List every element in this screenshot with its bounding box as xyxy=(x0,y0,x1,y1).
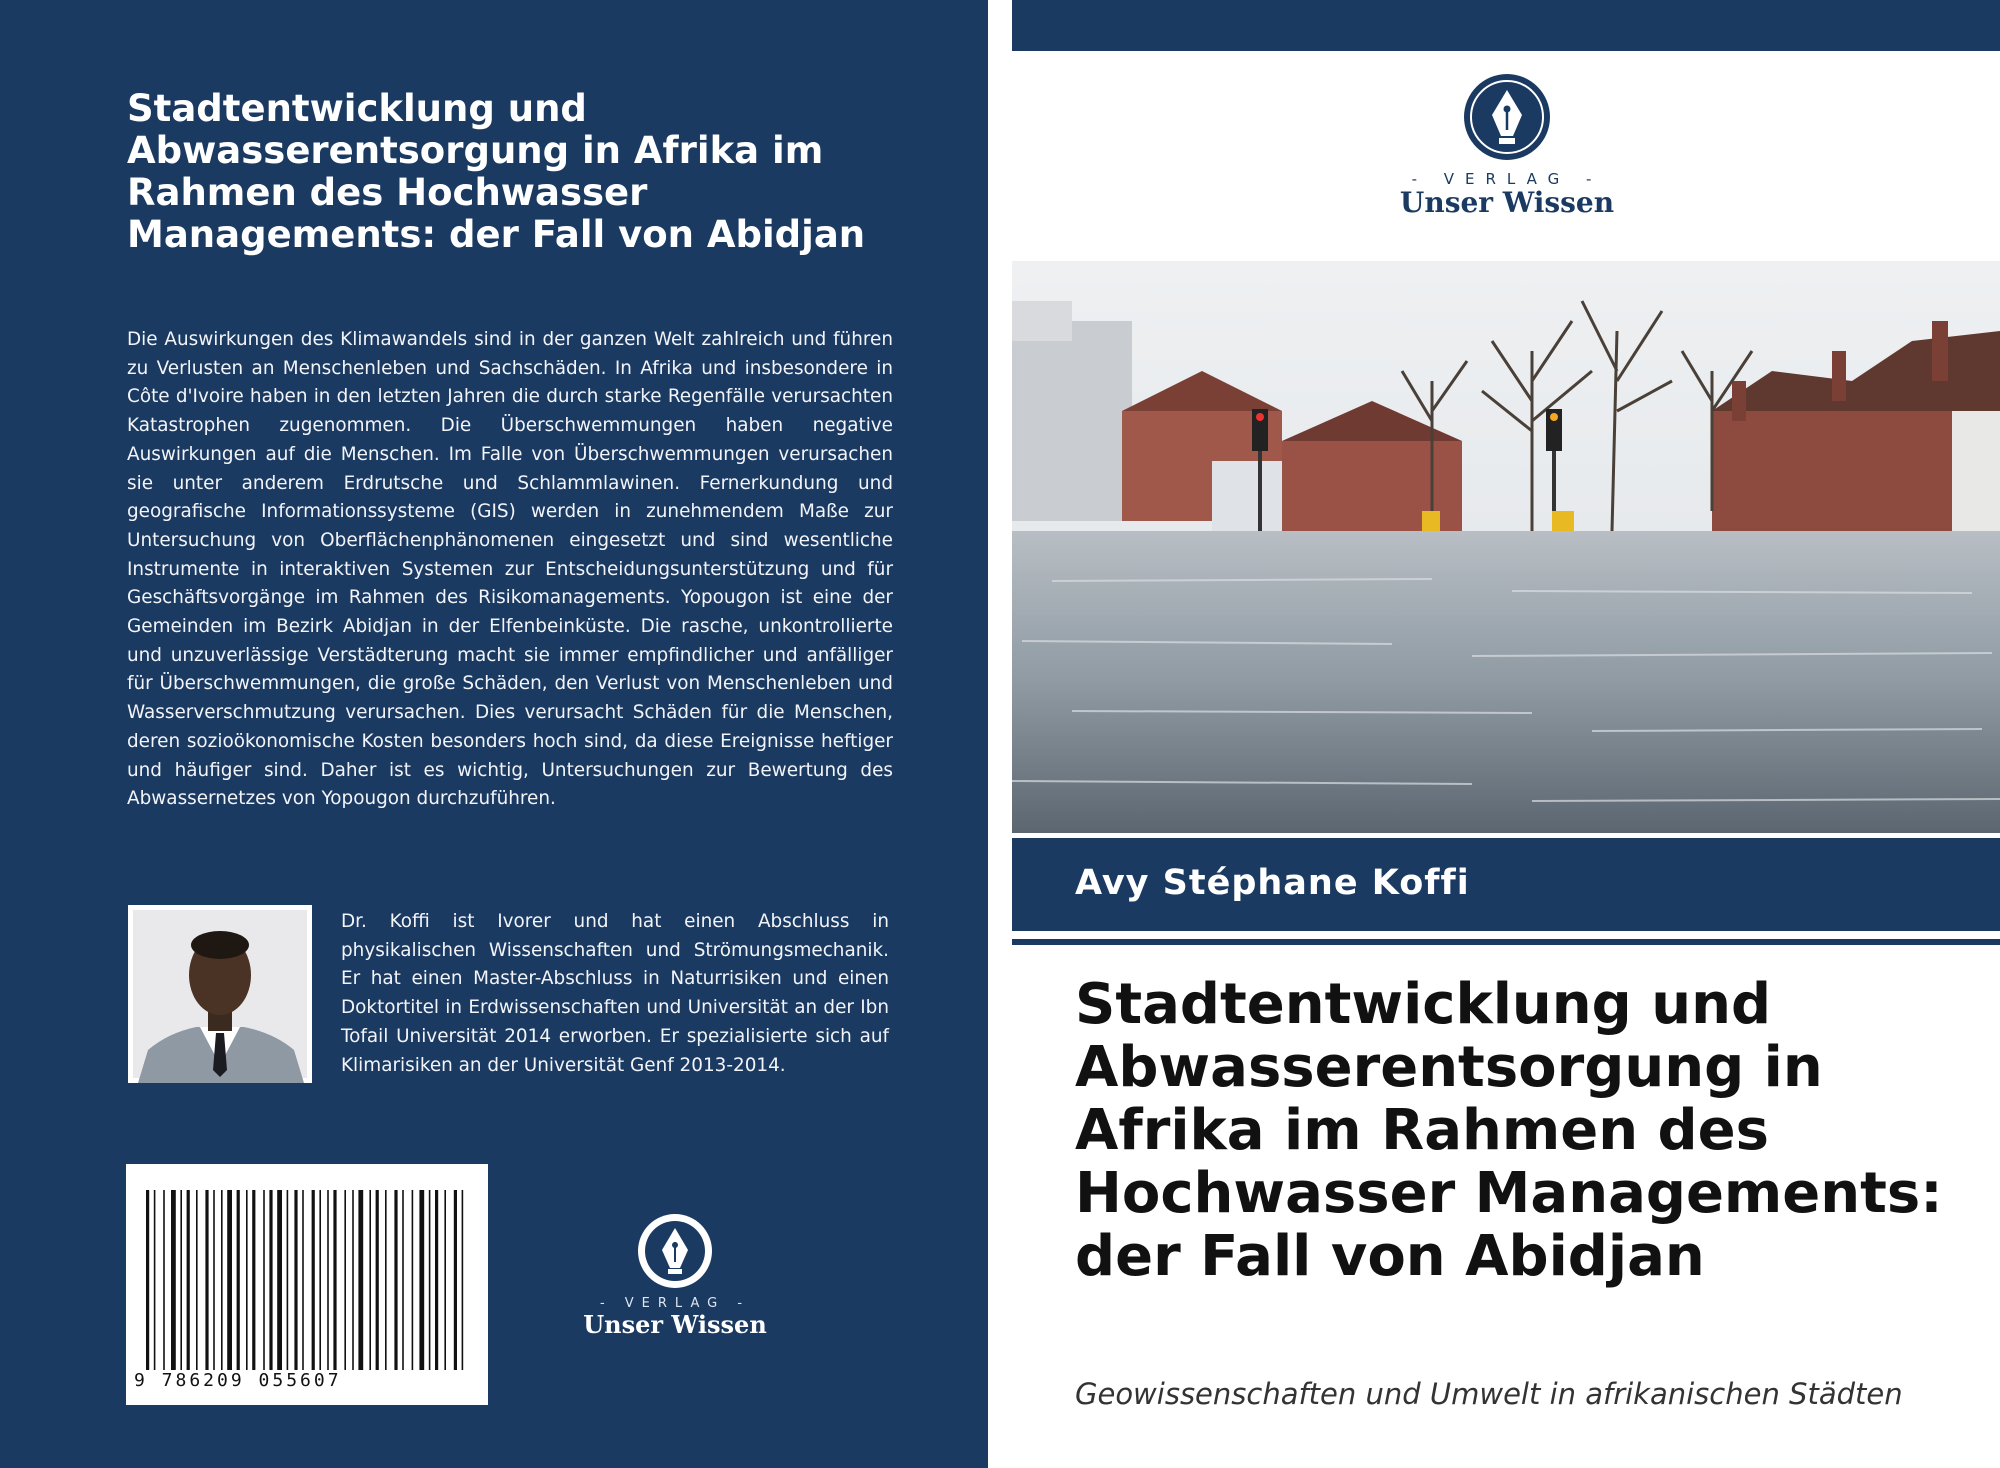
front-cover-subtitle: Geowissenschaften und Umwelt in afrikanischen Städten xyxy=(1075,1377,1903,1411)
barcode-icon xyxy=(126,1164,488,1405)
fountain-pen-nib-icon xyxy=(1462,72,1552,162)
isbn-barcode xyxy=(126,1164,488,1405)
fountain-pen-nib-icon xyxy=(636,1212,714,1290)
author-photo xyxy=(128,905,312,1083)
front-cover-title: Stadtentwicklung und Abwasserentsorgung in Afrika im Rahmen des Hochwasser Managements: der Fall von Abidjan xyxy=(1075,972,1943,1289)
front-publisher-logo xyxy=(1362,72,1652,219)
author-bio: Dr. Koffi ist Ivorer und hat einen Abschluss in physikalischen Wissenschaften und Strömungsmechanik. Er hat einen Master-Abschluss in Naturrisiken und einen Doktortitel in Erdwissenschaften und Universität an der Ibn Tofail Universität 2014 erworben. Er spezialisierte sich auf Klimarisiken an der Universität Genf 2013-2014. xyxy=(341,911,889,1076)
author-name: Avy Stéphane Koffi xyxy=(1075,863,1470,903)
flooded-street-photo xyxy=(1012,261,2000,833)
back-cover xyxy=(0,0,988,1468)
back-cover-title: Stadtentwicklung und Abwasserentsorgung in Afrika im Rahmen des Hochwasser Managements: der Fall von Abidjan xyxy=(127,87,866,256)
isbn-digits: 9 786209 055607 xyxy=(134,1370,342,1391)
divider-rule xyxy=(1012,939,2000,945)
verlag-label: - VERLAG - xyxy=(599,1296,751,1311)
publisher-name: Unser Wissen xyxy=(1399,186,1615,219)
back-cover-blurb: Die Auswirkungen des Klimawandels sind in der ganzen Welt zahlreich und führen zu Verlusten an Menschenleben und Sachschäden. In Afrika und insbesondere in Côte d'Ivoire haben in den letzten Jahren die durch starke Regenfälle verursachten Katastrophen zugenommen. Die Überschwemmungen haben negative Auswirkungen auf die Menschen. Im Falle von Überschwemmungen verursachen sie unter anderem Erdrutsche und Schlammlawinen. Fernerkundung und geografische Informationssysteme (GIS) werden in zunehmendem Maße zur Untersuchung von Oberflächenphänomenen eingesetzt und sind wesentliche Instrumente in interaktiven Systemen zur Entscheidungsunterstützung und für Geschäftsvorgänge im Rahmen des Risikomanagements. Yopougon ist eine der Gemeinden im Bezirk Abidjan in der Elfenbeinküste. Die rasche, unkontrollierte und unzuverlässige Verstädterung macht sie immer empfindlicher und anfälliger für Überschwemmungen, die große Schäden, den Verlust von Menschenleben und Wasserverschmutzung verursachen. Dies verursacht Schäden für die Menschen, deren sozioökonomische Kosten besonders hoch sind, da diese Ereignisse heftiger und häufiger sind. Daher ist es wichtig, Untersuchungen zur Bewertung des Abwassernetzes von Yopougon durchzuführen. xyxy=(127,329,893,810)
front-top-bar xyxy=(1012,0,2000,51)
publisher-name: Unser Wissen xyxy=(583,1310,767,1339)
front-cover xyxy=(1012,0,2000,1468)
verlag-label: - VERLAG - xyxy=(1411,170,1603,188)
author-band xyxy=(1012,838,2000,931)
back-publisher-logo xyxy=(560,1212,790,1352)
